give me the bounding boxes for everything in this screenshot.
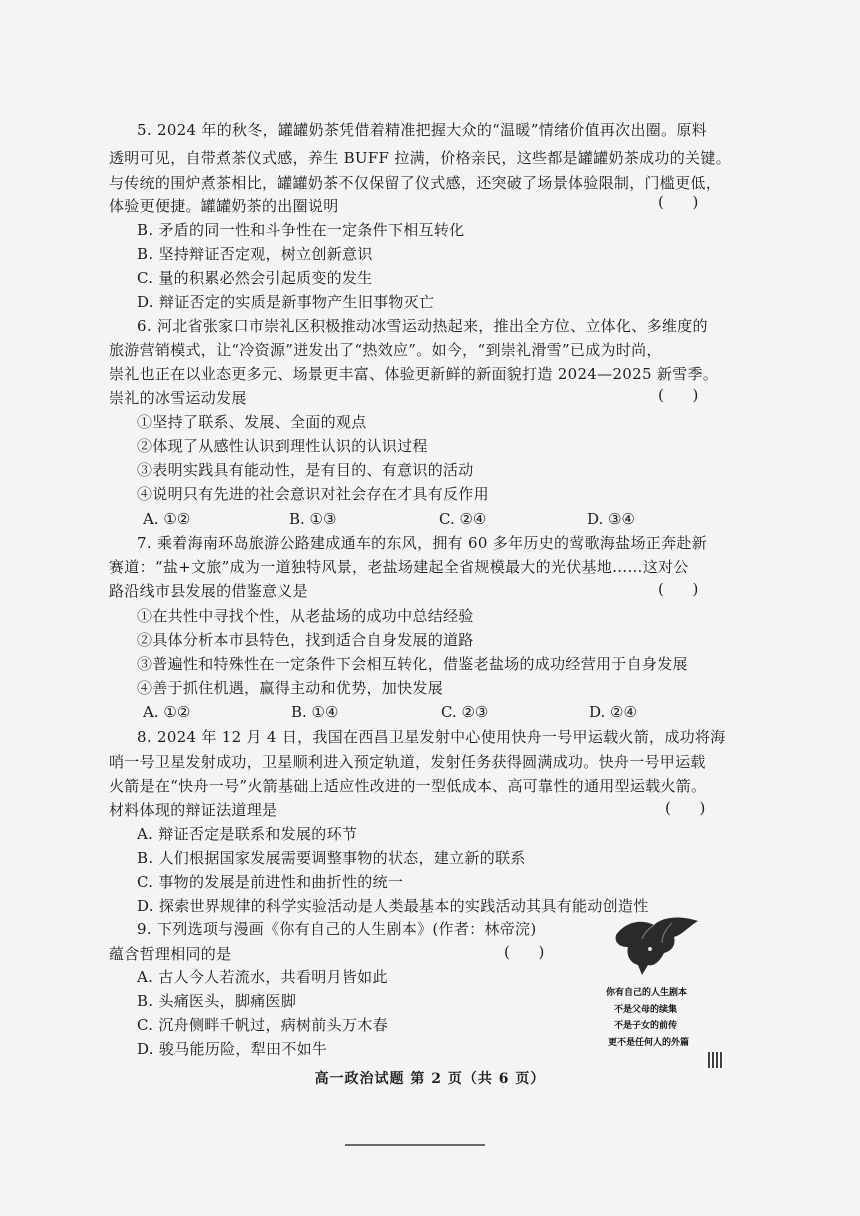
q7-choice-c: C. ②③ <box>441 703 489 721</box>
q5-option: B. 矛盾的同一性和斗争性在一定条件下相互转化 <box>137 221 465 239</box>
q8-answer-bracket: ( ) <box>665 799 706 817</box>
q8-option: C. 事物的发展是前进性和曲折性的统一 <box>137 873 404 891</box>
q7-answer-bracket: ( ) <box>658 580 699 598</box>
page-footer: 高一政治试题 第 2 页（共 6 页） <box>314 1071 546 1087</box>
q6-statement: ④说明只有先进的社会意识对社会存在才具有反作用 <box>137 485 489 503</box>
divider <box>345 1144 485 1146</box>
q8-stem-line: 火箭是在“快舟一号”火箭基础上适应性改进的一型低成本、高可靠性的通用型运载火箭。 <box>109 777 707 795</box>
q7-statement: ③普遍性和特殊性在一定条件下会相互转化，借鉴老盐场的成功经营用于自身发展 <box>137 655 688 673</box>
q6-stem-line: 崇礼也正在以业态更多元、场景更丰富、体验更新鲜的新面貌打造 2024—2025 新雪季。 <box>109 365 719 383</box>
q5-option: D. 辩证否定的实质是新事物产生旧事物灭亡 <box>137 293 435 311</box>
q6-answer-bracket: ( ) <box>658 386 699 404</box>
q7-choice-b: B. ①④ <box>291 703 339 721</box>
q7-choice-a: A. ①② <box>143 703 191 721</box>
q6-choice-c: C. ②④ <box>439 510 487 528</box>
q9-answer-bracket: ( ) <box>504 943 545 961</box>
q5-stem-line: 体验更便捷。罐罐奶茶的出圈说明 <box>109 197 339 215</box>
q8-option: A. 辩证否定是联系和发展的环节 <box>137 825 358 843</box>
qr-code-icon <box>708 1052 724 1068</box>
q9-option: C. 沉舟侧畔千帆过，病树前头万木春 <box>137 1016 388 1034</box>
q5-option: C. 量的积累必然会引起质变的发生 <box>137 269 373 287</box>
q6-choice-a: A. ①② <box>143 510 191 528</box>
q5-option: B. 坚持辩证否定观，树立创新意识 <box>137 245 373 263</box>
cartoon-illustration <box>602 915 712 1075</box>
cartoon-caption: 你有自己的人生剧本 <box>606 988 688 998</box>
q6-statement: ①坚持了联系、发展、全面的观点 <box>137 413 367 431</box>
q5-stem-line: 透明可见，自带煮茶仪式感，养生 BUFF 拉满，价格亲民，这些都是罐罐奶茶成功的关键。 <box>109 149 731 167</box>
q9-option: D. 骏马能历险，犁田不如牛 <box>137 1040 328 1058</box>
q6-stem-line: 6. 河北省张家口市崇礼区积极推动冰雪运动热起来，推出全方位、立体化、多维度的 <box>137 317 708 335</box>
q7-statement: ②具体分析本市县特色，找到适合自身发展的道路 <box>137 631 474 649</box>
q6-choice-b: B. ①③ <box>289 510 337 528</box>
q6-stem-line: 崇礼的冰雪运动发展 <box>109 389 247 407</box>
cartoon-caption: 更不是任何人的外篇 <box>608 1038 690 1048</box>
q9-option: B. 头痛医头，脚痛医脚 <box>137 992 297 1010</box>
q5-stem-line: 与传统的围炉煮茶相比，罐罐奶茶不仅保留了仪式感，还突破了场景体验限制，门槛更低， <box>109 174 722 192</box>
q6-statement: ③表明实践具有能动性，是有目的、有意识的活动 <box>137 461 474 479</box>
q5-stem-line: 5. 2024 年的秋冬，罐罐奶茶凭借着精准把握大众的“温暖”情绪价值再次出圈。原料 <box>137 121 707 139</box>
q7-stem-line: 7. 乘着海南环岛旅游公路建成通车的东风，拥有 60 多年历史的莺歌海盐场正奔赴新 <box>137 534 708 552</box>
q7-statement: ④善于抓住机遇，赢得主动和优势，加快发展 <box>137 679 444 697</box>
q7-statement: ①在共性中寻找个性，从老盐场的成功中总结经验 <box>137 607 474 625</box>
q5-answer-bracket: ( ) <box>658 193 699 211</box>
q9-stem-line: 9. 下列选项与漫画《你有自己的人生剧本》(作者：林帝浣) <box>137 920 537 938</box>
q9-option: A. 古人今人若流水，共看明月皆如此 <box>137 968 388 986</box>
q6-choice-d: D. ③④ <box>587 510 635 528</box>
q8-stem-line: 材料体现的辩证法道理是 <box>109 801 278 819</box>
q7-stem-line: 路沿线市县发展的借鉴意义是 <box>109 582 308 600</box>
cartoon-caption: 不是父母的续集 <box>614 1005 678 1015</box>
q7-choice-d: D. ②④ <box>589 703 637 721</box>
cartoon-caption: 不是子女的前传 <box>614 1021 678 1031</box>
q8-stem-line: 哨一号卫星发射成功，卫星顺利进入预定轨道，发射任务获得圆满成功。快舟一号甲运载 <box>109 753 706 771</box>
q6-statement: ②体现了从感性认识到理性认识的认识过程 <box>137 437 428 455</box>
q7-stem-line: 赛道：“盐+文旅”成为一道独特风景，老盐场建起全省规模最大的光伏基地……这对公 <box>109 558 689 576</box>
q8-option: B. 人们根据国家发展需要调整事物的状态，建立新的联系 <box>137 849 526 867</box>
q9-stem-line: 蕴含哲理相同的是 <box>109 945 232 963</box>
bat-creature-icon <box>602 915 712 977</box>
q6-stem-line: 旅游营销模式，让“冷资源”迸发出了“热效应”。如今，“到崇礼滑雪”已成为时尚， <box>109 341 662 359</box>
q8-option: D. 探索世界规律的科学实验活动是人类最基本的实践活动其具有能动创造性 <box>137 897 649 915</box>
q8-stem-line: 8. 2024 年 12 月 4 日，我国在西昌卫星发射中心使用快舟一号甲运载火箭，成功将海 <box>137 728 726 746</box>
